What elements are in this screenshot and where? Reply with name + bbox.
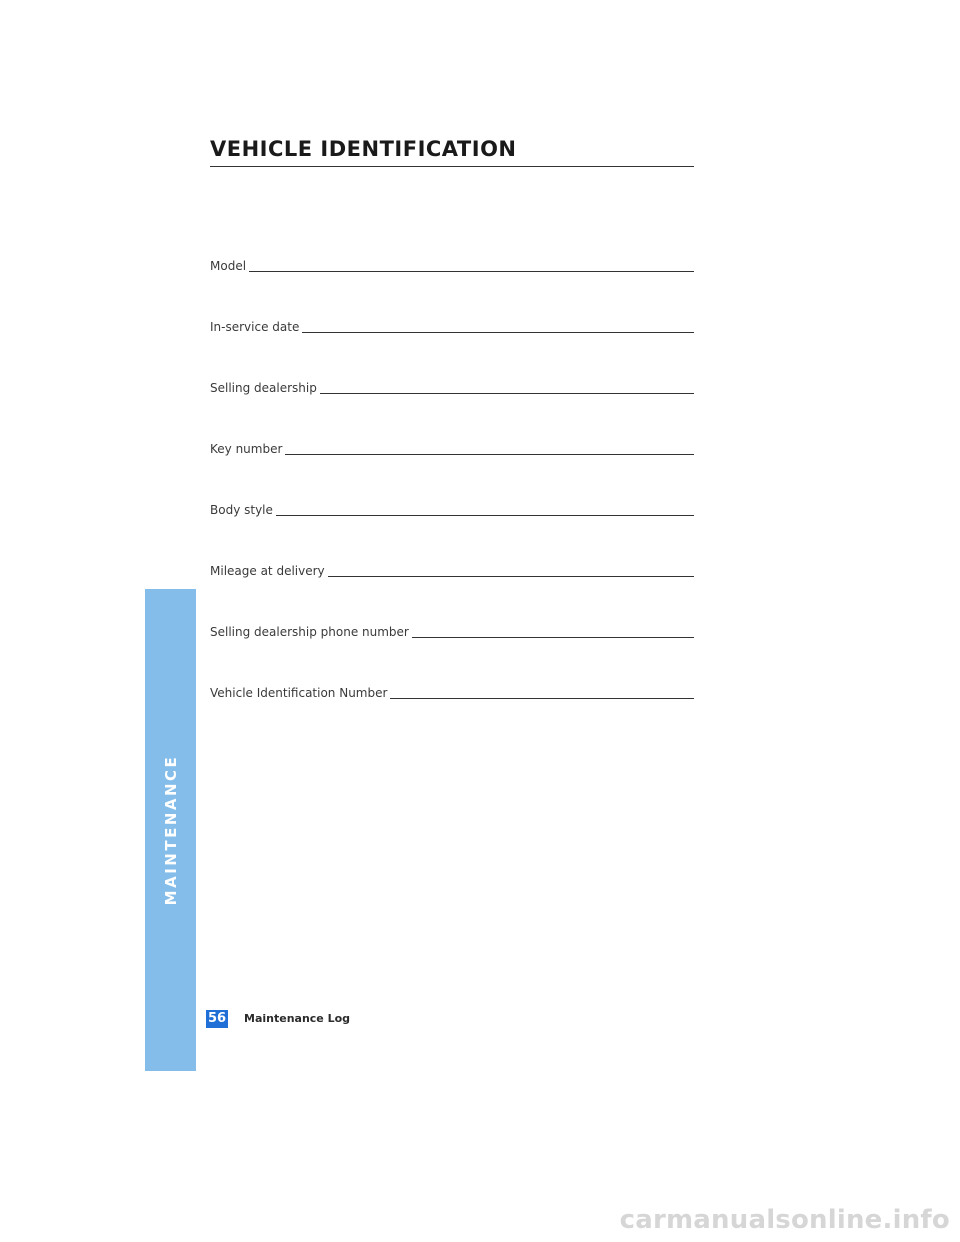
footer-section-title: Maintenance Log [244,1012,351,1025]
field-label: Model [210,259,247,273]
field-label: In-service date [210,320,300,334]
field-blank-line [412,637,694,638]
page-number-badge: 56 [207,1011,227,1026]
page-title: VEHICLE IDENTIFICATION [210,137,517,161]
title-divider [210,166,694,167]
field-in-service-date [210,315,694,335]
field-vin [210,681,694,701]
field-blank-line [302,332,694,333]
field-model [210,254,694,274]
field-blank-line [328,576,694,577]
field-key-number [210,437,694,457]
field-blank-line [276,515,694,516]
field-blank-line [320,393,694,394]
field-label: Selling dealership [210,381,317,395]
field-label: Vehicle Identification Number [210,686,388,700]
field-blank-line [249,271,694,272]
field-label: Selling dealership phone number [210,625,409,639]
field-blank-line [390,698,694,699]
watermark-text: carmanualsonline.info [619,1205,950,1235]
field-label: Mileage at delivery [210,564,325,578]
field-label: Key number [210,442,283,456]
field-mileage-at-delivery [210,559,694,579]
field-selling-dealership [210,376,694,396]
field-blank-line [285,454,694,455]
section-side-tab-label-area [145,0,196,1242]
field-dealership-phone [210,620,694,640]
field-label: Body style [210,503,273,517]
section-tab-label: MAINTENANCE [161,754,180,906]
field-body-style [210,498,694,518]
